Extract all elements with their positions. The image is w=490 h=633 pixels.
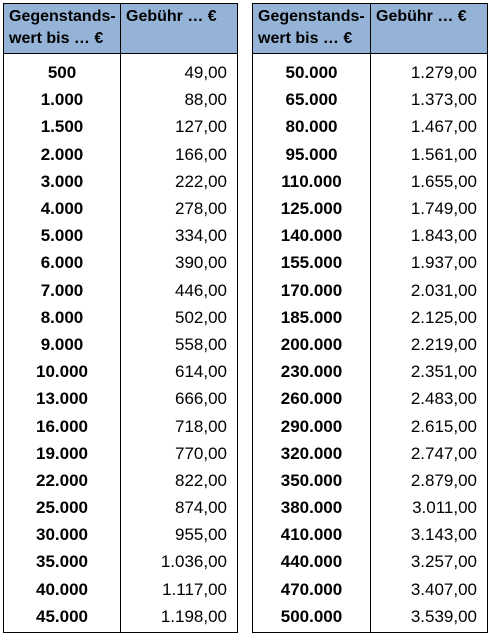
table-row (4, 385, 238, 412)
header-fee: Gebühr … € (121, 4, 238, 54)
cell-value: 3.000 (4, 168, 121, 195)
cell-value: 200.000 (253, 331, 371, 358)
cell-value: 185.000 (253, 304, 371, 331)
fee-table-right (252, 3, 488, 633)
cell-fee: 3.407,00 (371, 576, 488, 603)
header-value (253, 4, 371, 54)
cell-value: 19.000 (4, 440, 121, 467)
table-row (4, 603, 238, 633)
cell-value: 350.000 (253, 467, 371, 494)
table-row (4, 521, 238, 548)
table-row (253, 467, 488, 494)
table-row (253, 603, 488, 633)
cell-value: 9.000 (4, 331, 121, 358)
cell-fee: 446,00 (121, 277, 238, 304)
cell-value: 140.000 (253, 222, 371, 249)
cell-value: 1.500 (4, 113, 121, 140)
cell-fee: 718,00 (121, 412, 238, 439)
cell-value: 230.000 (253, 358, 371, 385)
table-row (4, 304, 238, 331)
cell-fee: 3.011,00 (371, 494, 488, 521)
cell-value: 125.000 (253, 195, 371, 222)
table-row (253, 304, 488, 331)
cell-value: 22.000 (4, 467, 121, 494)
cell-value: 35.000 (4, 548, 121, 575)
header-row (4, 4, 238, 54)
cell-fee: 614,00 (121, 358, 238, 385)
table-row (253, 412, 488, 439)
header-value-line2: wert bis … € (9, 30, 104, 47)
cell-fee: 88,00 (121, 86, 238, 113)
table-row (4, 358, 238, 385)
table-row (4, 412, 238, 439)
cell-value: 45.000 (4, 603, 121, 633)
table-row (253, 521, 488, 548)
cell-value: 7.000 (4, 277, 121, 304)
header-value-line1: Gegenstands- (9, 8, 116, 25)
cell-value: 500 (4, 54, 121, 87)
cell-fee: 558,00 (121, 331, 238, 358)
header-fee: Gebühr … € (371, 4, 488, 54)
table-body-right (253, 54, 488, 633)
table-row (253, 86, 488, 113)
cell-fee: 1.467,00 (371, 113, 488, 140)
table-row (253, 576, 488, 603)
cell-value: 80.000 (253, 113, 371, 140)
table-row (4, 494, 238, 521)
table-body-left (4, 54, 238, 633)
cell-value: 4.000 (4, 195, 121, 222)
cell-fee: 1.749,00 (371, 195, 488, 222)
cell-value: 260.000 (253, 385, 371, 412)
table-row (4, 576, 238, 603)
table-row (4, 277, 238, 304)
cell-fee: 1.937,00 (371, 249, 488, 276)
table-row (253, 548, 488, 575)
cell-fee: 770,00 (121, 440, 238, 467)
cell-fee: 166,00 (121, 141, 238, 168)
table-row (4, 548, 238, 575)
cell-value: 6.000 (4, 249, 121, 276)
cell-fee: 2.125,00 (371, 304, 488, 331)
cell-fee: 334,00 (121, 222, 238, 249)
cell-value: 95.000 (253, 141, 371, 168)
cell-value: 25.000 (4, 494, 121, 521)
cell-fee: 1.655,00 (371, 168, 488, 195)
header-row (253, 4, 488, 54)
cell-fee: 127,00 (121, 113, 238, 140)
cell-fee: 2.747,00 (371, 440, 488, 467)
cell-value: 13.000 (4, 385, 121, 412)
cell-value: 16.000 (4, 412, 121, 439)
cell-fee: 822,00 (121, 467, 238, 494)
table-row (253, 277, 488, 304)
table-row (4, 440, 238, 467)
table-row (4, 168, 238, 195)
cell-fee: 3.539,00 (371, 603, 488, 633)
cell-value: 110.000 (253, 168, 371, 195)
cell-value: 10.000 (4, 358, 121, 385)
fee-table-left (3, 3, 238, 633)
cell-value: 1.000 (4, 86, 121, 113)
table-row (4, 195, 238, 222)
cell-fee: 2.879,00 (371, 467, 488, 494)
cell-value: 30.000 (4, 521, 121, 548)
cell-fee: 2.615,00 (371, 412, 488, 439)
cell-fee: 1.036,00 (121, 548, 238, 575)
cell-fee: 1.561,00 (371, 141, 488, 168)
cell-fee: 278,00 (121, 195, 238, 222)
cell-fee: 3.143,00 (371, 521, 488, 548)
cell-fee: 1.117,00 (121, 576, 238, 603)
cell-fee: 2.351,00 (371, 358, 488, 385)
table-row (4, 141, 238, 168)
table-row (4, 222, 238, 249)
table-row (253, 331, 488, 358)
cell-value: 500.000 (253, 603, 371, 633)
cell-value: 65.000 (253, 86, 371, 113)
table-row (253, 222, 488, 249)
table-row (253, 113, 488, 140)
table-row (253, 494, 488, 521)
cell-fee: 390,00 (121, 249, 238, 276)
table-row (4, 249, 238, 276)
cell-fee: 1.279,00 (371, 54, 488, 87)
cell-fee: 502,00 (121, 304, 238, 331)
table-row (253, 195, 488, 222)
table-row (253, 168, 488, 195)
cell-value: 5.000 (4, 222, 121, 249)
cell-fee: 2.031,00 (371, 277, 488, 304)
cell-value: 50.000 (253, 54, 371, 87)
cell-fee: 222,00 (121, 168, 238, 195)
cell-value: 8.000 (4, 304, 121, 331)
cell-value: 440.000 (253, 548, 371, 575)
cell-fee: 955,00 (121, 521, 238, 548)
cell-fee: 666,00 (121, 385, 238, 412)
table-row (4, 331, 238, 358)
cell-value: 2.000 (4, 141, 121, 168)
header-value-line2: wert bis … € (258, 30, 353, 47)
header-value-line1: Gegenstands- (258, 8, 365, 25)
cell-fee: 2.483,00 (371, 385, 488, 412)
header-value (4, 4, 121, 54)
cell-value: 470.000 (253, 576, 371, 603)
cell-fee: 1.373,00 (371, 86, 488, 113)
table-row (253, 54, 488, 87)
cell-value: 380.000 (253, 494, 371, 521)
cell-value: 320.000 (253, 440, 371, 467)
cell-value: 170.000 (253, 277, 371, 304)
cell-value: 40.000 (4, 576, 121, 603)
cell-value: 155.000 (253, 249, 371, 276)
table-row (4, 86, 238, 113)
cell-fee: 874,00 (121, 494, 238, 521)
cell-value: 410.000 (253, 521, 371, 548)
table-row (4, 113, 238, 140)
cell-fee: 1.843,00 (371, 222, 488, 249)
table-row (4, 54, 238, 87)
cell-fee: 49,00 (121, 54, 238, 87)
cell-fee: 1.198,00 (121, 603, 238, 633)
cell-fee: 3.257,00 (371, 548, 488, 575)
table-row (4, 467, 238, 494)
table-row (253, 249, 488, 276)
cell-fee: 2.219,00 (371, 331, 488, 358)
table-row (253, 358, 488, 385)
table-row (253, 440, 488, 467)
table-row (253, 141, 488, 168)
table-row (253, 385, 488, 412)
cell-value: 290.000 (253, 412, 371, 439)
